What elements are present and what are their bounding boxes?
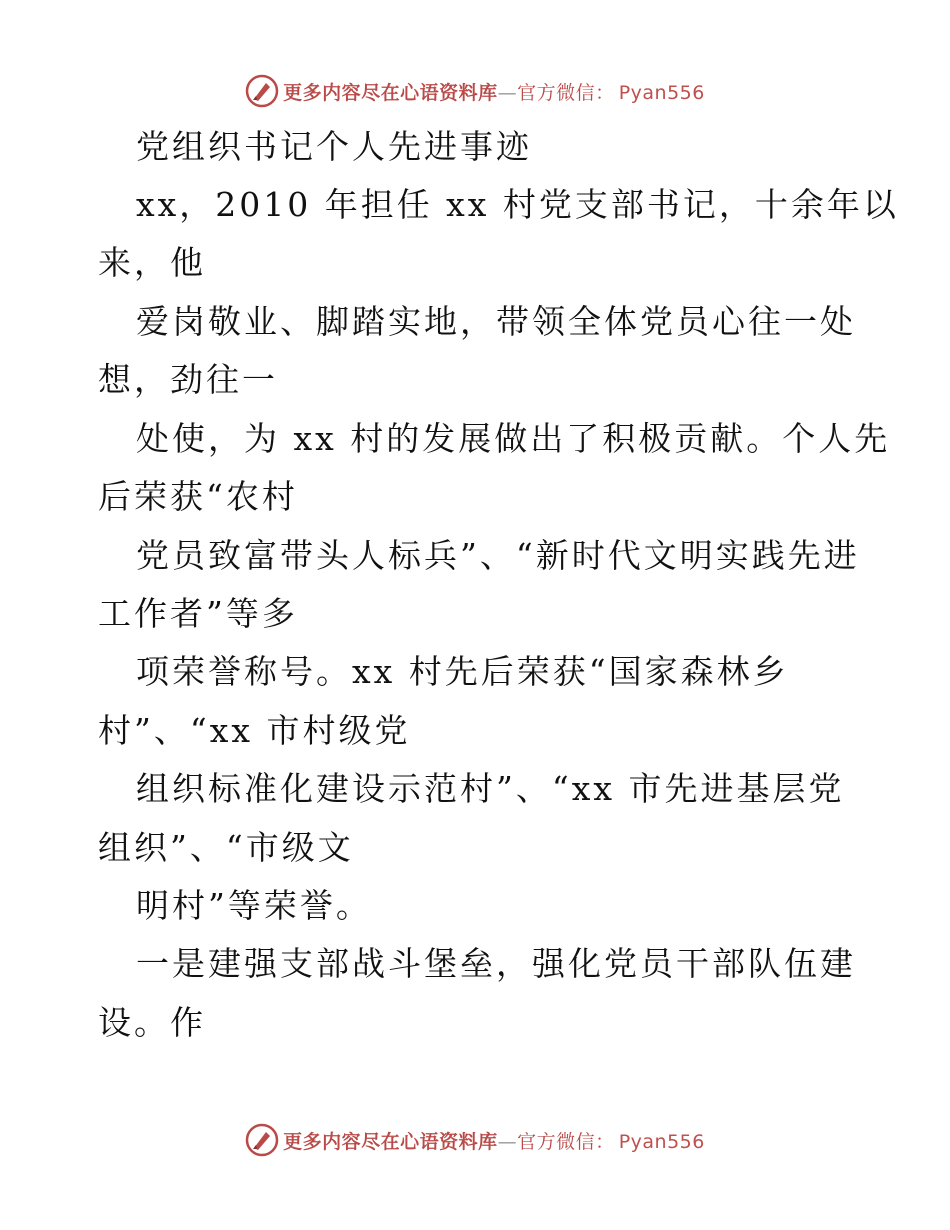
paragraph-line: 工作者”等多 [98, 594, 298, 633]
paragraph-line: 设。作 [98, 1003, 206, 1042]
footer-banner [0, 1120, 950, 1160]
paragraph-line: 组织”、“市级文 [98, 828, 354, 867]
paragraph-line: 明村”等荣誉。 [136, 886, 372, 925]
paragraph-line: 村”、“xx 市村级党 [98, 711, 411, 750]
banner-separator: — [497, 81, 518, 104]
banner-wechat-id: Pyan556 [618, 1130, 705, 1153]
banner-wechat-id: Pyan556 [618, 81, 705, 104]
banner-wechat-label: 官方微信： [517, 81, 615, 104]
paragraph-line: 组织标准化建设示范村”、“xx 市先进基层党 [136, 769, 845, 808]
banner-main-text: 更多内容尽在心语资料库 [283, 1130, 498, 1153]
paragraph-line: 后荣获“农村 [98, 477, 298, 516]
banner-main-text: 更多内容尽在心语资料库 [283, 81, 498, 104]
document-title: 党组织书记个人先进事迹 [136, 127, 532, 166]
pen-nib-logo-icon [245, 1123, 279, 1157]
banner-separator: — [497, 1130, 518, 1153]
paragraph-line: 想，劲往一 [98, 360, 278, 399]
paragraph-line: 爱岗敬业、脚踏实地，带领全体党员心往一处 [136, 302, 856, 341]
paragraph-line: 来，他 [98, 243, 206, 282]
paragraph-line: 项荣誉称号。xx 村先后荣获“国家森林乡 [136, 652, 789, 691]
paragraph-line: xx，2010 年担任 xx 村党支部书记，十余年以 [136, 185, 899, 224]
paragraph-line: 党员致富带头人标兵”、“新时代文明实践先进 [136, 536, 860, 575]
paragraph-line: 处使，为 xx 村的发展做出了积极贡献。个人先 [136, 419, 891, 458]
paragraph-line: 一是建强支部战斗堡垒，强化党员干部队伍建 [136, 944, 856, 983]
banner-text [283, 1127, 705, 1154]
banner-wechat-label: 官方微信： [517, 1130, 615, 1153]
